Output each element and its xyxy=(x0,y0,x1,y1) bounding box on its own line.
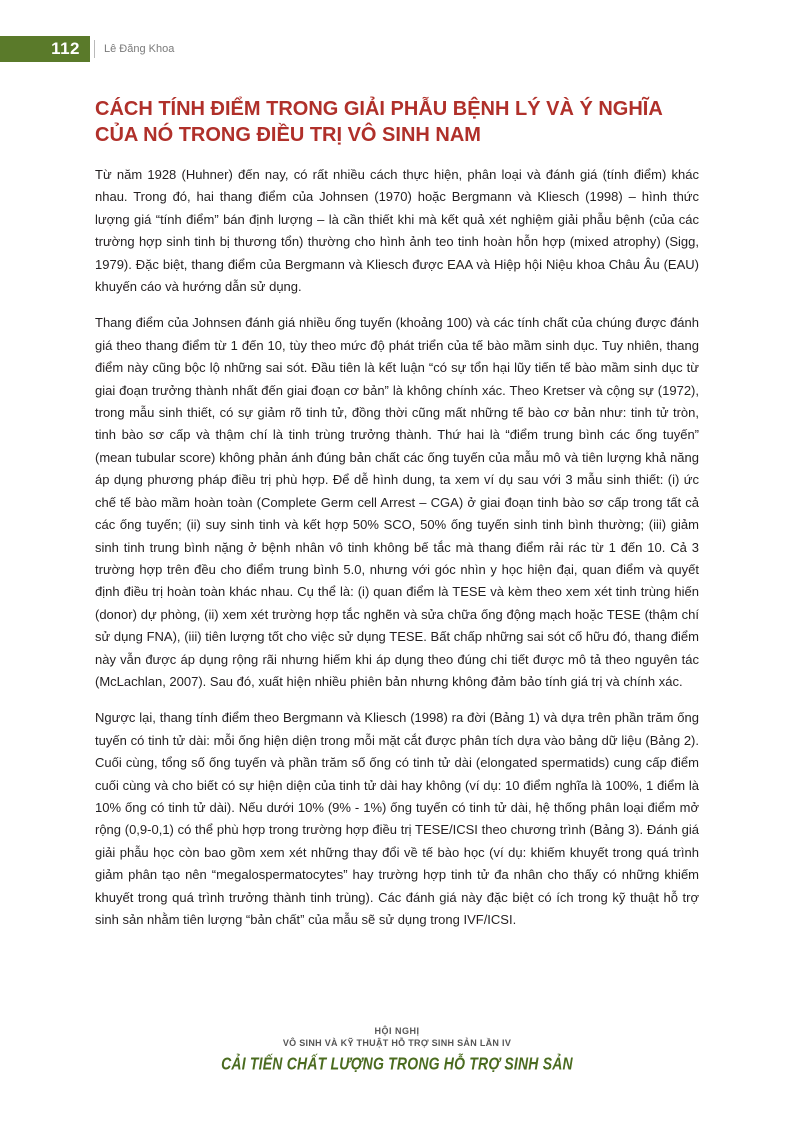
body-paragraph-1: Từ năm 1928 (Huhner) đến nay, có rất nhiều cách thực hiện, phân loại và đánh giá (tính điểm) khác nhau. Trong đó, hai thang điểm của Johnsen (1970) hoặc Bergmann và Kliesch (1998) – hình thức lượng giá “tính điểm” bán định lượng – là cần thiết khi mà kết quả xét nghiệm giải phẫu bệnh (của các trường hợp sinh tinh bị thương tổn) thường cho hình ảnh teo tinh hoàn hỗn hợp (mixed atrophy) (Sigg, 1979). Đặc biệt, thang điểm của Bergmann và Kliesch được EAA và Hiệp hội Niệu khoa Châu Âu (EAU) khuyến cáo và hướng dẫn sử dụng. xyxy=(95,167,699,295)
article-title-line-1: CÁCH TÍNH ĐIỂM TRONG GIẢI PHẪU BỆNH LÝ VÀ Ý NGHĨA xyxy=(95,98,663,120)
header-divider xyxy=(94,40,95,58)
body-paragraph-2: Thang điểm của Johnsen đánh giá nhiều ống tuyến (khoảng 100) và các tính chất của chúng được đánh giá theo thang điểm từ 1 đến 10, tùy theo mức độ phát triển của tế bào mầm sinh dục. Tuy nhiên, thang điểm này cũng bộc lộ những sai sót. Đầu tiên là kết luận “có sự tổn hại lũy tiến tế bào mầm sinh dục từ giai đoạn trưởng thành nhất đến giai đoạn cơ bản” là không chính xác. Theo Kretser và cộng sự (1972), trong mẫu sinh thiết, có sự giảm rõ tinh tử, đồng thời cũng mất những tế bào cơ bản như: tinh tử tròn, tinh bào sơ cấp và thậm chí là tinh trùng trưởng thành. Thứ hai là “điểm trung bình các ống tuyến” (mean tubular score) không phản ánh đúng bản chất các ống tuyến của mẫu mô và tiên lượng khả năng áp dụng phương pháp điều trị phù hợp. Để dễ hình dung, ta xem ví dụ sau với 3 mẫu sinh thiết: (i) ức chế tế bào mầm hoàn toàn (Complete Germ cell Arrest – CGA) ở giai đoạn tinh bào sơ cấp trong tất cả các ống tuyến; (ii) suy sinh tinh và kết hợp 50% SCO, 50% ống tuyến sinh tinh bình thường; (iii) giảm sinh tinh trung bình nặng ở bệnh nhân vô tinh không bế tắc mà thang điểm rải rác từ 1 đến 10. Cả 3 trường hợp trên đều cho điểm trung bình 5.0, nhưng với góc nhìn y học hiện đại, quan điểm và quyết định điều trị hoàn toàn khác nhau. Cụ thể là: (i) quan điểm là TESE và kèm theo xem xét tinh trùng hiến (donor) dự phòng, (ii) xem xét trường hợp tắc nghẽn và sửa chữa ống động mạch hoặc TESE (thậm chí sử dụng FNA), (iii) tiên lượng tốt cho việc sử dụng TESE. Bất chấp những sai sót cố hữu đó, thang điểm này vẫn được áp dụng rộng rãi nhưng hiếm khi áp dụng theo đúng chi tiết được mô tả theo nguyên tác (McLachlan, 2007). Sau đó, xuất hiện nhiều phiên bản nhưng không đảm bảo tính giá trị và chính xác. xyxy=(95,315,699,689)
running-author: Lê Đăng Khoa xyxy=(104,43,175,55)
body-paragraph-3: Ngược lại, thang tính điểm theo Bergmann và Kliesch (1998) ra đời (Bảng 1) và dựa trên phần trăm ống tuyến có tinh tử dài: mỗi ống hiện diện trong mỗi mặt cắt được phân tích dựa vào bảng dữ liệu (Bảng 2). Cuối cùng, tổng số ống tuyến và phần trăm số ống có tinh tử dài (elongated spermatids) cung cấp điểm cuối cùng và cho biết có sự hiện diện của tinh tử dài hay không (ví dụ: 10 điểm nghĩa là 100%, 1 điểm là 10% ống có tinh tử dài). Nếu dưới 10% (9% - 1%) ống tuyến có tinh tử dài, hệ thống phân loại điểm mở rộng (0,9-0,1) có thể phù hợp trong trường hợp điều trị TESE/ICSI theo chương trình (Bảng 3). Đánh giá giải phẫu học còn bao gồm xem xét những thay đổi về tế bào học (ví dụ: khiếm khuyết trong quá trình giảm phân tạo nên “megalospermatocytes” hay trường hợp tinh tử đa nhân cho thấy có những khiếm khuyết trong quá trình trưởng thành tinh trùng). Các đánh giá này đặc biệt có ích trong kỹ thuật hỗ trợ sinh sản nhằm tiên lượng “bản chất” của mẫu sẽ sử dụng trong IVF/ICSI. xyxy=(95,710,699,927)
article-body xyxy=(95,164,699,945)
footer-conference-theme: CẢI TIẾN CHẤT LƯỢNG TRONG HỖ TRỢ SINH SẢN xyxy=(221,1053,573,1073)
footer-conference-label: HỘI NGHỊ xyxy=(374,1026,420,1036)
article-title xyxy=(95,96,715,148)
page-header xyxy=(0,36,794,62)
article-title-line-2: CỦA NÓ TRONG ĐIỀU TRỊ VÔ SINH NAM xyxy=(95,124,481,146)
page-number: 112 xyxy=(0,36,90,62)
footer-conference-name: VÔ SINH VÀ KỸ THUẬT HỖ TRỢ SINH SẢN LẦN IV xyxy=(282,1038,512,1048)
page-footer xyxy=(0,1025,794,1071)
